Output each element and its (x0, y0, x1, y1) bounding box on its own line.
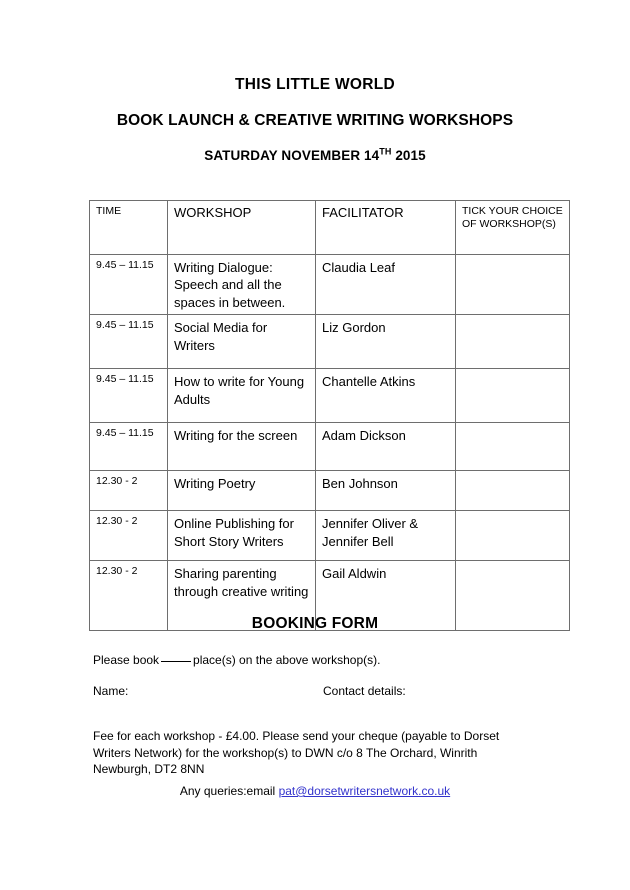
column-header-workshop: WORKSHOP (168, 201, 316, 255)
places-count-field[interactable] (161, 661, 191, 662)
cell-workshop: How to write for Young Adults (168, 369, 316, 423)
column-header-time: TIME (90, 201, 168, 255)
cell-time: 12.30 - 2 (90, 561, 168, 631)
cell-time: 9.45 – 11.15 (90, 315, 168, 369)
cell-workshop: Writing for the screen (168, 423, 316, 471)
table-row (90, 369, 570, 423)
table-row (90, 511, 570, 561)
queries-prefix-label: Any queries:email (179, 784, 276, 798)
cell-time: 12.30 - 2 (90, 511, 168, 561)
page-title: THIS LITTLE WORLD (234, 76, 396, 93)
table-row (90, 315, 570, 369)
cell-facilitator: Jennifer Oliver & Jennifer Bell (316, 511, 456, 561)
fee-instructions-paragraph: Fee for each workshop - £4.00. Please send your cheque (payable to Dorset Writers Network) for the workshop(s) to DWN c/o 8 The Orchard, Winrith Newburgh, DT2 8NN (93, 729, 500, 777)
places-suffix-label: place(s) on the above workshop(s). (193, 653, 381, 667)
document-header (0, 76, 630, 164)
column-header-tick-choice: TICK YOUR CHOICE OF WORKSHOP(S) (456, 201, 570, 255)
workshop-schedule (89, 200, 569, 631)
column-header-facilitator: FACILITATOR (316, 201, 456, 255)
cell-facilitator: Adam Dickson (316, 423, 456, 471)
cell-tick-box[interactable] (456, 369, 570, 423)
event-date-year: 2015 (391, 148, 426, 164)
cell-workshop: Writing Poetry (168, 471, 316, 511)
cell-time: 9.45 – 11.15 (90, 255, 168, 315)
cell-workshop: Social Media for Writers (168, 315, 316, 369)
cell-tick-box[interactable] (456, 511, 570, 561)
name-field-label[interactable]: Name: (93, 684, 129, 698)
page-subtitle: BOOK LAUNCH & CREATIVE WRITING WORKSHOPS (116, 112, 514, 130)
cell-facilitator: Gail Aldwin (316, 561, 456, 631)
table-row (90, 423, 570, 471)
table-row (90, 471, 570, 511)
queries-line (0, 784, 630, 798)
table-header-row (90, 201, 570, 255)
cell-facilitator: Ben Johnson (316, 471, 456, 511)
cell-tick-box[interactable] (456, 255, 570, 315)
schedule-table (89, 200, 570, 631)
contact-email-link[interactable]: pat@dorsetwritersnetwork.co.uk (278, 784, 451, 798)
contact-details-field-label[interactable]: Contact details: (323, 684, 406, 698)
cell-time: 12.30 - 2 (90, 471, 168, 511)
cell-workshop: Sharing parenting through creative writing (168, 561, 316, 631)
cell-facilitator: Claudia Leaf (316, 255, 456, 315)
cell-time: 9.45 – 11.15 (90, 423, 168, 471)
event-date-prefix: SATURDAY NOVEMBER 14 (204, 148, 380, 164)
event-date-ordinal: TH (379, 146, 392, 157)
cell-facilitator: Chantelle Atkins (316, 369, 456, 423)
schedule-table-body (90, 255, 570, 631)
cell-tick-box[interactable] (456, 471, 570, 511)
booking-form-heading: BOOKING FORM (251, 615, 379, 632)
cell-time: 9.45 – 11.15 (90, 369, 168, 423)
cell-tick-box[interactable] (456, 423, 570, 471)
places-prefix-label: Please book (93, 653, 160, 667)
event-date (0, 146, 630, 164)
table-row (90, 255, 570, 315)
places-request-line (93, 653, 380, 667)
cell-tick-box[interactable] (456, 315, 570, 369)
cell-workshop: Online Publishing for Short Story Writers (168, 511, 316, 561)
cell-workshop: Writing Dialogue: Speech and all the spaces in between. (168, 255, 316, 315)
cell-facilitator: Liz Gordon (316, 315, 456, 369)
